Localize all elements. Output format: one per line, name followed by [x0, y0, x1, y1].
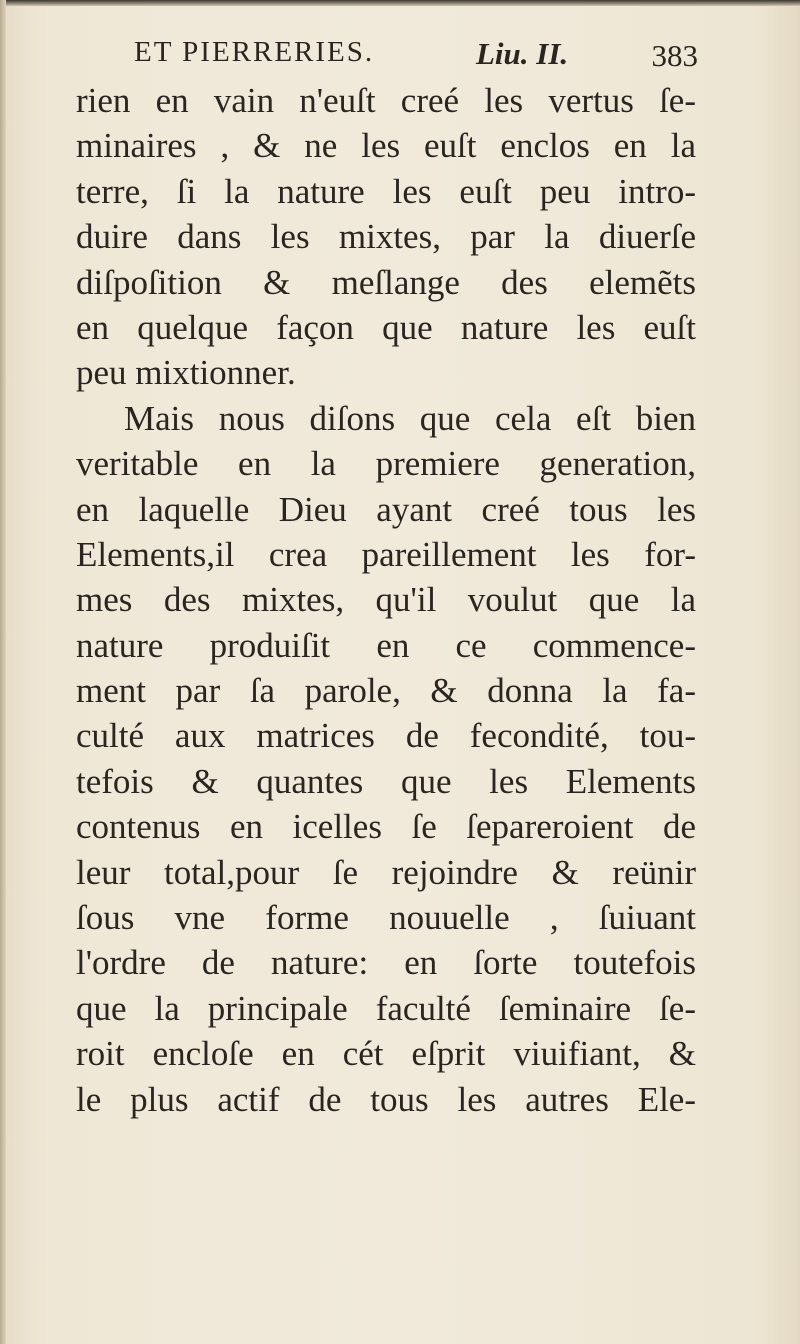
- page-header: [128, 30, 698, 82]
- text-line: leur total,pour ſe rejoindre & reünir: [76, 852, 696, 892]
- text-line: veritable en la premiere generation,: [76, 444, 696, 484]
- book-section-label: Liu. II.: [476, 36, 569, 71]
- text-line: le plus actif de tous les autres Ele-: [76, 1079, 696, 1119]
- text-line: diſpoſition & meſlange des elemẽts: [76, 262, 696, 302]
- text-line: mes des mixtes, qu'il voulut que la: [76, 580, 696, 620]
- text-line: Mais nous diſons que cela eſt bien: [124, 398, 696, 438]
- text-line: en laquelle Dieu ayant creé tous les: [76, 489, 696, 529]
- text-line: Elements,il crea pareillement les for-: [76, 534, 696, 574]
- page-number: 383: [651, 38, 698, 73]
- text-line: ment par ſa parole, & donna la fa-: [76, 671, 696, 711]
- text-line: rien en vain n'euſt creé les vertus ſe-: [76, 81, 696, 120]
- text-line: l'ordre de nature: en ſorte toutefois: [76, 943, 696, 983]
- paragraph-2: [76, 396, 696, 1122]
- text-line: culté aux matrices de fecondité, tou-: [76, 716, 696, 756]
- text-line: que la principale faculté ſeminaire ſe-: [76, 988, 696, 1028]
- text-line: tefois & quantes que les Elements: [76, 761, 696, 801]
- text-line: minaires , & ne les euſt enclos en la: [76, 126, 696, 166]
- text-line: peu mixtionner.: [76, 353, 296, 393]
- text-line: nature produiſit en ce commence-: [76, 625, 696, 665]
- paragraph-1: [76, 78, 696, 396]
- text-line: duire dans les mixtes, par la diuerſe: [76, 217, 696, 257]
- text-line: en quelque façon que nature les euſt: [76, 307, 696, 347]
- page-binding-edge: [0, 0, 6, 1344]
- text-line: ſous vne forme nouuelle , ſuiuant: [76, 898, 696, 938]
- text-line: terre, ſi la nature les euſt peu intro-: [76, 171, 696, 211]
- running-title: ET PIERRERIES.: [134, 36, 375, 68]
- text-line: contenus en icelles ſe ſepareroient de: [76, 807, 696, 847]
- page-top-edge: [0, 0, 800, 6]
- text-line: roit encloſe en cét eſprit viuifiant, &: [76, 1034, 696, 1074]
- body-text: [76, 78, 696, 1122]
